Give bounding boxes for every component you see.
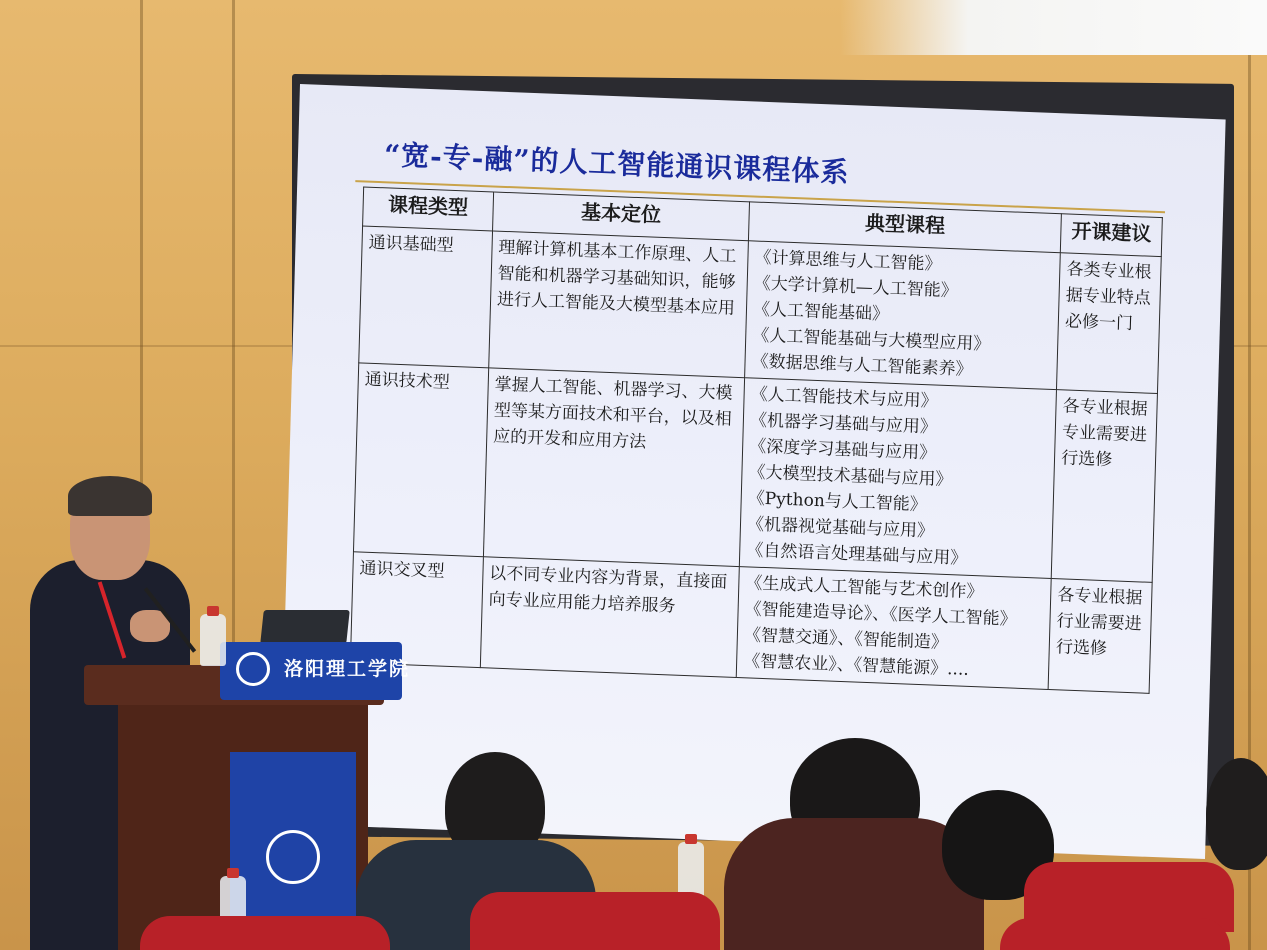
course-item: 《智能建造导论》、《医学人工智能》 xyxy=(744,599,1017,630)
course-item: 《人工智能基础》 xyxy=(752,299,890,325)
university-logo-icon xyxy=(236,652,270,686)
course-item: 《生成式人工智能与艺术创作》 xyxy=(745,573,984,603)
course-item: 《自然语言处理基础与应用》 xyxy=(746,540,968,569)
row-suggestion: 各专业根据行业需要进行选修 xyxy=(1048,579,1152,694)
course-item: 《深度学习基础与应用》 xyxy=(748,436,937,464)
audience-chair xyxy=(1000,918,1230,950)
laptop xyxy=(260,610,350,644)
header-suggestion: 开课建议 xyxy=(1060,214,1162,257)
row-type: 通识技术型 xyxy=(353,363,488,557)
ceiling xyxy=(840,0,1267,55)
course-item: 《计算思维与人工智能》 xyxy=(754,247,942,275)
course-item: 《机器视觉基础与应用》 xyxy=(746,514,935,542)
water-bottle xyxy=(200,614,226,666)
course-item: 《人工智能基础与大模型应用》 xyxy=(752,325,991,355)
slide-title: “宽-专-融”的人工智能通识课程体系 xyxy=(383,138,850,190)
row-courses xyxy=(736,567,1051,690)
table-row xyxy=(353,363,1157,583)
header-position: 基本定位 xyxy=(492,192,749,241)
row-suggestion: 各类专业根据专业特点必修一门 xyxy=(1057,253,1162,394)
university-name: 洛阳理工学院 xyxy=(284,658,411,680)
row-type: 通识基础型 xyxy=(359,226,493,368)
projection-screen xyxy=(279,84,1225,859)
speaker-hair xyxy=(68,476,152,516)
row-courses xyxy=(745,241,1061,390)
row-type: 通识交叉型 xyxy=(350,552,483,668)
podium-banner xyxy=(220,642,411,700)
course-item: 《智慧交通》、《智能制造》 xyxy=(743,625,949,654)
course-item: 《智慧农业》、《智慧能源》.... xyxy=(742,651,970,680)
course-item: 《人工智能技术与应用》 xyxy=(750,384,938,412)
course-item: 《大学计算机—人工智能》 xyxy=(753,273,959,302)
course-item: 《机器学习基础与应用》 xyxy=(749,410,938,438)
row-position: 理解计算机基本工作原理、人工智能和机器学习基础知识，能够进行人工智能及大模型基本应用 xyxy=(489,231,749,378)
course-item: 《大模型技术基础与应用》 xyxy=(748,462,953,491)
row-position: 以不同专业内容为背景，直接面向专业应用能力培养服务 xyxy=(480,557,739,678)
audience-head xyxy=(1206,758,1267,870)
university-emblem-icon xyxy=(266,830,320,884)
header-courses: 典型课程 xyxy=(748,202,1061,253)
row-suggestion: 各专业根据专业需要进行选修 xyxy=(1051,390,1157,583)
row-position: 掌握人工智能、机器学习、大模型等某方面技术和平台，以及相应的开发和应用方法 xyxy=(483,368,744,567)
audience-chair xyxy=(140,916,390,950)
course-item: 《Python与人工智能》 xyxy=(747,488,928,516)
audience-chair xyxy=(470,892,720,950)
course-system-table xyxy=(350,186,1163,693)
presentation-slide xyxy=(331,126,1169,807)
course-item: 《数据思维与人工智能素养》 xyxy=(751,351,973,380)
row-courses xyxy=(739,378,1056,579)
header-course-type: 课程类型 xyxy=(363,187,494,231)
